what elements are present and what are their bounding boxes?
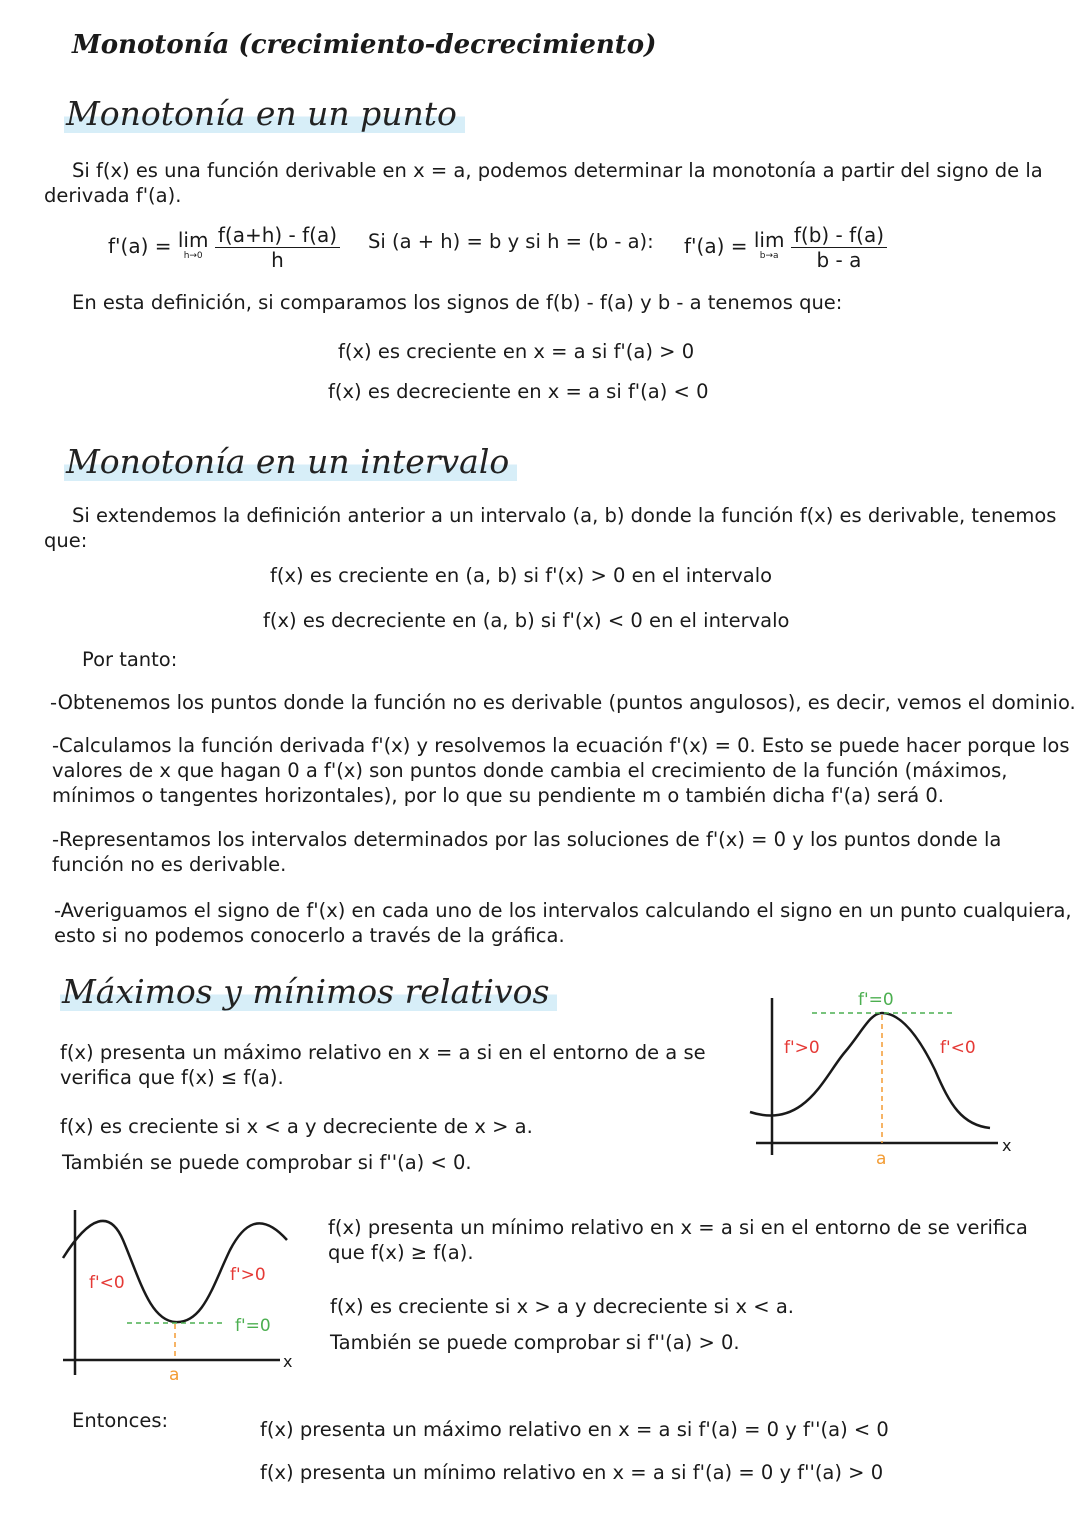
- rule-decreasing: f(x) es decreciente en (a, b) si f'(x) < 0 en el intervalo: [263, 609, 790, 632]
- step-2: mínimos o tangentes horizontales), por lo que su pendiente m o también dicha f'(a) será 0.: [52, 784, 944, 807]
- lim-sub: h→0: [183, 250, 203, 261]
- label-x: x: [1002, 1136, 1012, 1155]
- step-1: -Obtenemos los puntos donde la función no es derivable (puntos angulosos), es decir, vemos el dominio.: [50, 691, 1076, 714]
- formula-lhs: f'(a) =: [108, 234, 172, 258]
- substitution-text: Si (a + h) = b y si h = (b - a):: [368, 230, 654, 253]
- curve: [750, 1013, 990, 1128]
- paragraph: Si extendemos la definición anterior a un intervalo (a, b) donde la función f(x) es derivable, tenemos: [72, 504, 1057, 527]
- fraction: [791, 223, 887, 272]
- paragraph: En esta definición, si comparamos los signos de f(b) - f(a) y b - a tenemos que:: [72, 291, 843, 314]
- step-2: valores de x que hagan 0 a f'(x) son puntos donde cambia el crecimiento de la función (máximos,: [52, 759, 1008, 782]
- numerator: f(b) - f(a): [791, 223, 887, 248]
- section-heading-maximos: [60, 972, 557, 1011]
- label-zero: f'=0: [858, 990, 894, 1010]
- lim-sub: b→a: [759, 250, 779, 261]
- limit: [753, 227, 785, 264]
- formula-lhs: f'(a) =: [684, 234, 748, 258]
- section-heading-text: Monotonía en un intervalo: [64, 442, 517, 481]
- rule-decreasing: f(x) es decreciente en x = a si f'(a) < 0: [328, 380, 709, 403]
- label-x: x: [283, 1352, 293, 1371]
- section-heading-intervalo: [64, 442, 517, 481]
- step-4: -Averiguamos el signo de f'(x) en cada uno de los intervalos calculando el signo en un punto cualquiera,: [54, 899, 1072, 922]
- paragraph: que f(x) ≥ f(a).: [328, 1241, 474, 1264]
- section-heading-punto: [64, 94, 465, 133]
- limit: [177, 227, 209, 264]
- therefore-label: Por tanto:: [82, 648, 178, 671]
- label-left: f'<0: [89, 1273, 125, 1293]
- rule-increasing: f(x) es creciente en x = a si f'(a) > 0: [338, 340, 695, 363]
- conclusion-max: f(x) presenta un máximo relativo en x = a si f'(a) = 0 y f''(a) < 0: [260, 1418, 889, 1441]
- label-a: a: [876, 1149, 887, 1169]
- formula-derivative-b: [684, 223, 887, 272]
- denominator: h: [271, 248, 284, 272]
- paragraph: También se puede comprobar si f''(a) < 0.: [62, 1151, 472, 1174]
- label-left: f'>0: [784, 1038, 820, 1058]
- graph-minimum: [55, 1200, 315, 1390]
- label-zero: f'=0: [235, 1316, 271, 1336]
- paragraph: f(x) presenta un máximo relativo en x = a si en el entorno de a se: [60, 1041, 706, 1064]
- paragraph: También se puede comprobar si f''(a) > 0.: [330, 1331, 740, 1354]
- paragraph: verifica que f(x) ≤ f(a).: [60, 1066, 284, 1089]
- paragraph: f(x) es creciente si x < a y decreciente de x > a.: [60, 1115, 533, 1138]
- section-heading-text: Máximos y mínimos relativos: [60, 972, 557, 1011]
- paragraph: f(x) presenta un mínimo relativo en x = a si en el entorno de se verifica: [328, 1216, 1028, 1239]
- graph-maximum: [740, 980, 1030, 1170]
- paragraph: f(x) es creciente si x > a y decreciente si x < a.: [330, 1295, 794, 1318]
- label-a: a: [169, 1365, 180, 1385]
- then-label: Entonces:: [72, 1409, 169, 1432]
- numerator: f(a+h) - f(a): [215, 223, 340, 248]
- conclusion-min: f(x) presenta un mínimo relativo en x = a si f'(a) = 0 y f''(a) > 0: [260, 1461, 884, 1484]
- step-2: -Calculamos la función derivada f'(x) y resolvemos la ecuación f'(x) = 0. Esto se puede hacer porque los: [52, 734, 1070, 757]
- label-right: f'>0: [230, 1265, 266, 1285]
- step-3: función no es derivable.: [52, 853, 287, 876]
- page-title: Monotonía (crecimiento-decrecimiento): [72, 30, 657, 60]
- lim-text: lim: [753, 227, 785, 252]
- formula-derivative-h: [108, 223, 340, 272]
- section-heading-text: Monotonía en un punto: [64, 94, 465, 133]
- label-right: f'<0: [940, 1038, 976, 1058]
- paragraph: que:: [44, 529, 88, 552]
- fraction: [215, 223, 340, 272]
- denominator: b - a: [816, 248, 862, 272]
- paragraph: Si f(x) es una función derivable en x = a, podemos determinar la monotonía a partir del signo de la: [72, 159, 1043, 182]
- lim-text: lim: [177, 227, 209, 252]
- rule-increasing: f(x) es creciente en (a, b) si f'(x) > 0 en el intervalo: [270, 564, 773, 587]
- step-3: -Representamos los intervalos determinados por las soluciones de f'(x) = 0 y los puntos donde la: [52, 828, 1002, 851]
- step-4: esto si no podemos conocerlo a través de la gráfica.: [54, 924, 565, 947]
- paragraph: derivada f'(a).: [44, 184, 182, 207]
